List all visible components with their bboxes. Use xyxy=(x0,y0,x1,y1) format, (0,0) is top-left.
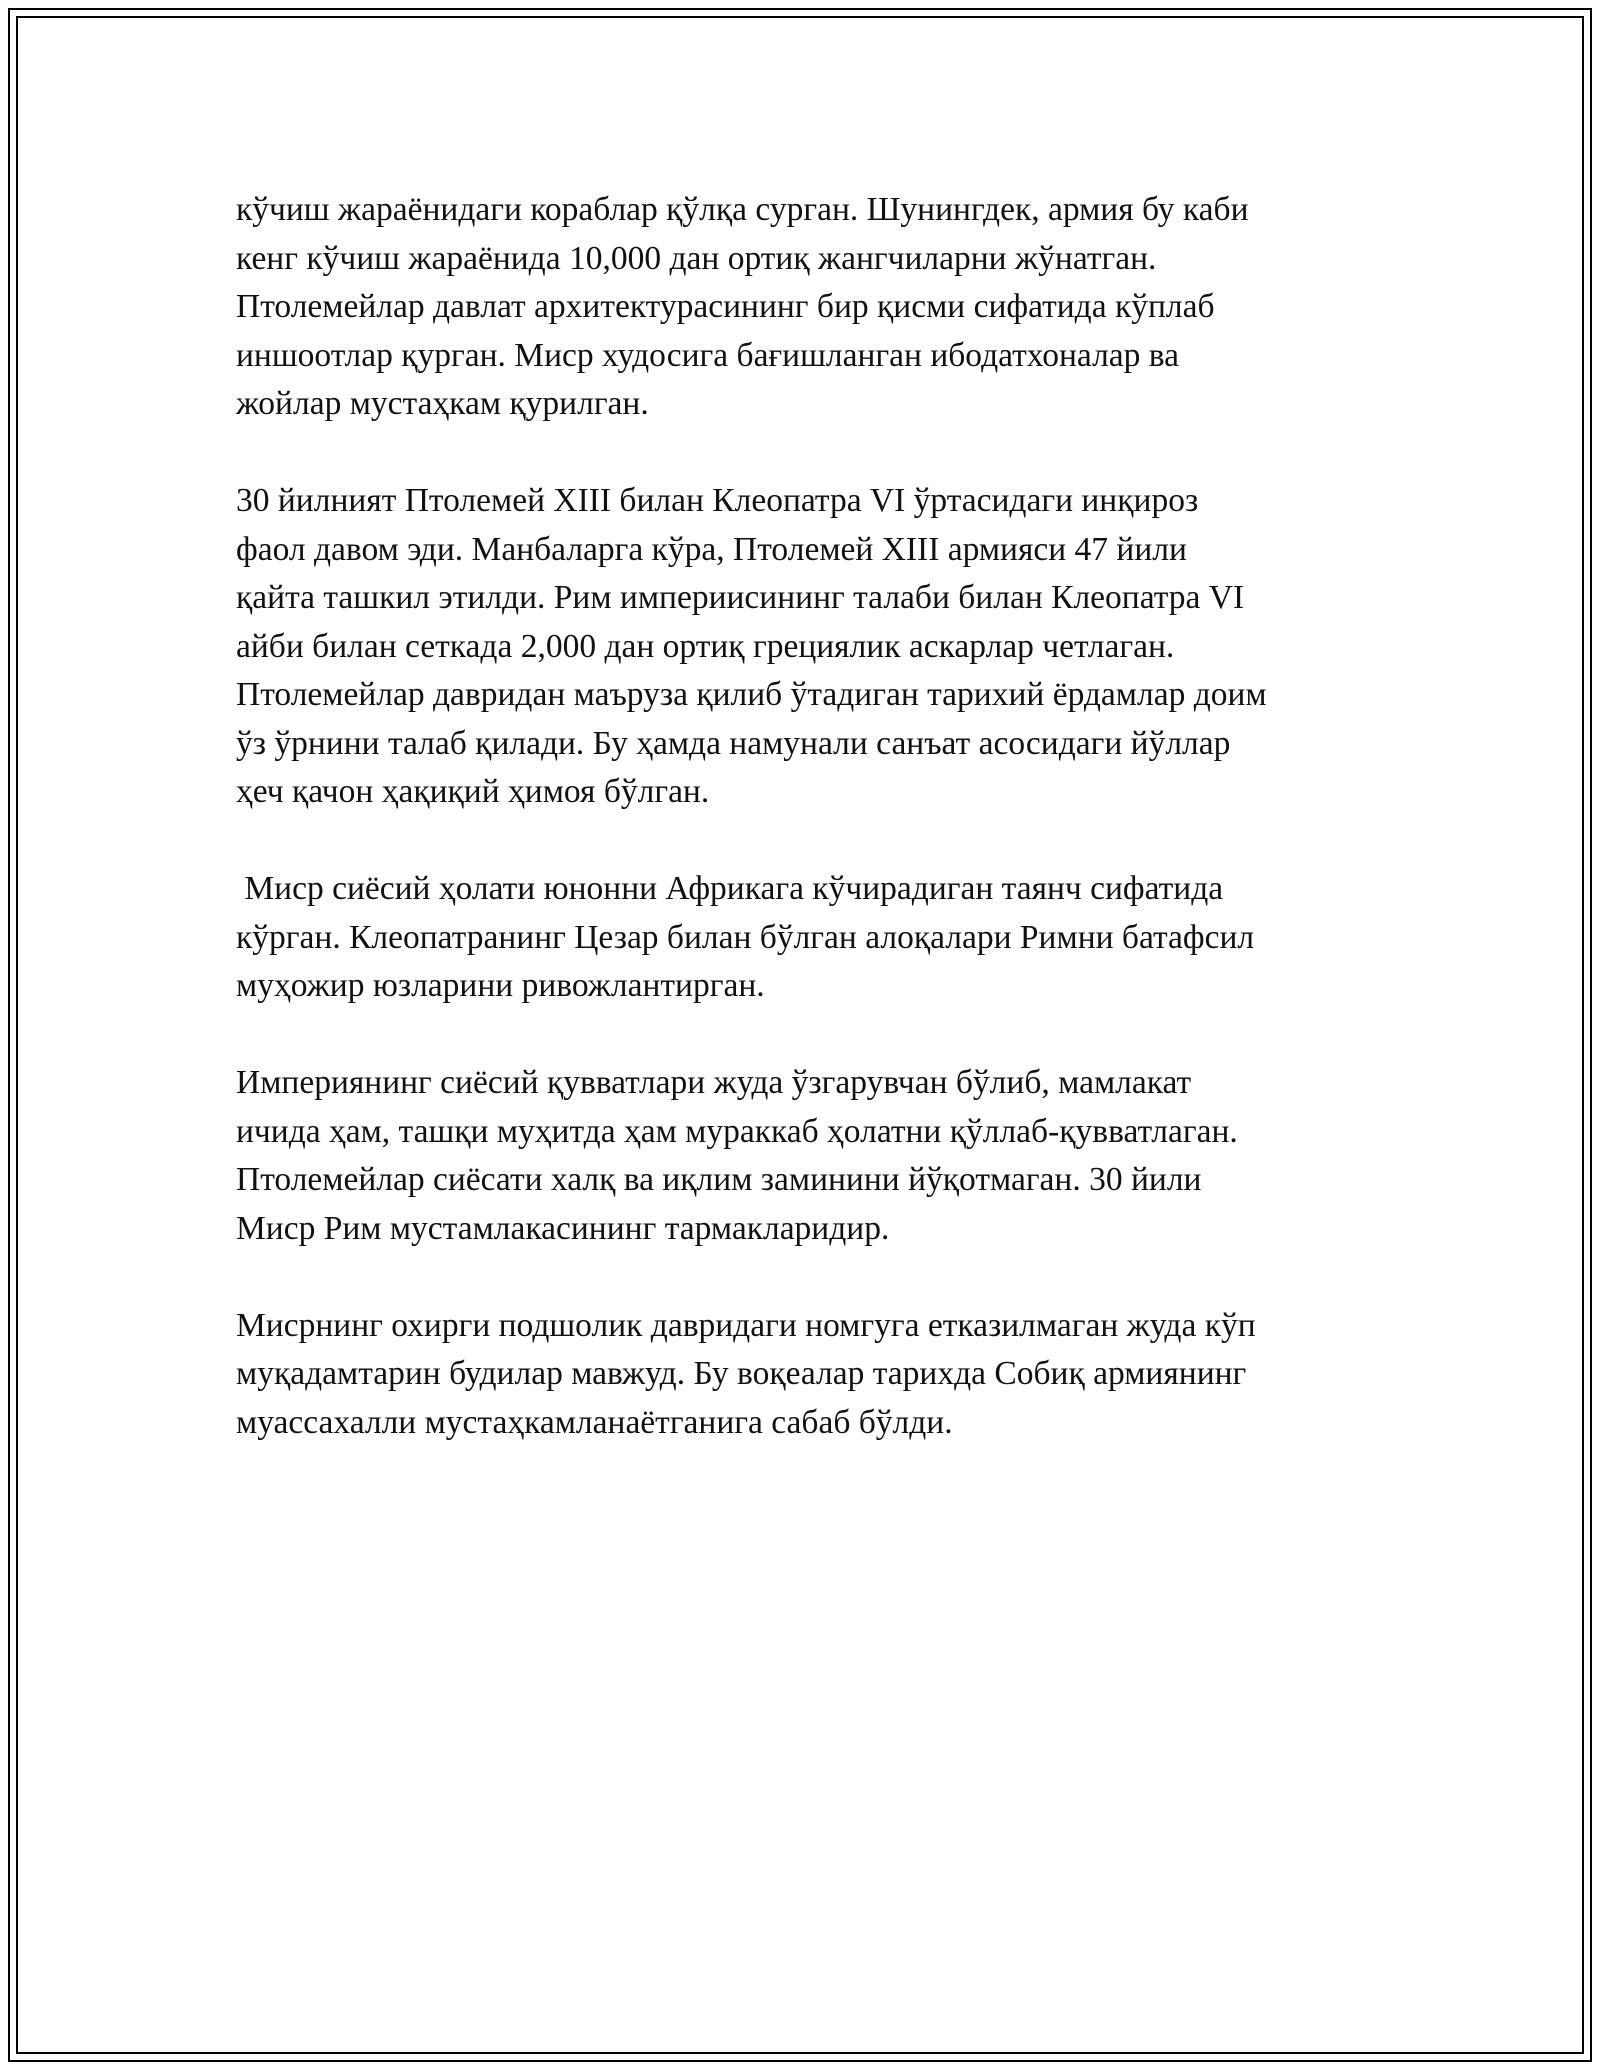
text-line: ҳеч қачон ҳақиқий ҳимоя бўлган. xyxy=(236,773,710,810)
text-line: муассахалли мустаҳкамланаётганига сабаб бўлди. xyxy=(236,1403,953,1441)
text-line: айби билан сеткада 2,000 дан ортиқ грециялик аскарлар четлаган. xyxy=(236,627,1175,665)
text-line: фаол давом эди. Манбаларга кўра, Птолемей XIII армияси 47 йили xyxy=(236,530,1187,568)
text-line: Миср Рим мустамлакасининг тармакларидир. xyxy=(236,1209,890,1247)
text-line: муқадамтарин будилар мавжуд. Бу воқеалар тарихда Собиқ армиянинг xyxy=(236,1355,1247,1392)
text-line: муҳожир юзларини ривожлантирган. xyxy=(236,967,765,1004)
text-line: ичида ҳам, ташқи муҳитда ҳам мураккаб ҳолатни қўллаб-қувватлаган. xyxy=(236,1112,1238,1150)
text-line: Птолемейлар давридан маъруза қилиб ўтадиган тарихий ёрдамлар доим xyxy=(236,676,1267,713)
paragraph-4 xyxy=(236,1059,1396,1253)
text-line: Птолемейлар сиёсати халқ ва иқлим заминини йўқотмаган. 30 йили xyxy=(236,1161,1202,1198)
text-line: ўз ўрнини талаб қилади. Бу ҳамда намунали санъат асосидаги йўллар xyxy=(236,724,1231,762)
paragraph-1 xyxy=(236,186,1396,429)
text-line: Империянинг сиёсий қувватлари жуда ўзгарувчан бўлиб, мамлакат xyxy=(236,1064,1192,1101)
text-line: жойлар мустаҳкам қурилган. xyxy=(236,385,649,422)
text-line: кенг кўчиш жараёнида 10,000 дан ортиқ жангчиларни жўнатган. xyxy=(236,239,1157,277)
text-line: Миср сиёсий ҳолати юнонни Африкага кўчирадиган таянч сифатида xyxy=(236,870,1224,907)
text-line: 30 йилният Птолемей XIII билан Клеопатра VI ўртасидаги инқироз xyxy=(236,482,1199,519)
text-line: кўчиш жараёнидаги кораблар қўлқа сурган. Шунингдек, армия бу каби xyxy=(236,191,1249,228)
paragraph-5 xyxy=(236,1302,1396,1448)
text-line: иншоотлар қурган. Миср худосига бағишланган ибодатхоналар ва xyxy=(236,336,1180,374)
text-line: Мисрнинг охирги подшолик давридаги номгуга етказилмаган жуда кўп xyxy=(236,1306,1256,1344)
text-line: кўрган. Клеопатранинг Цезар билан бўлган алоқалари Римни батафсил xyxy=(236,918,1255,956)
document-body xyxy=(236,186,1396,1496)
text-line: қайта ташкил этилди. Рим империисининг талаби билан Клеопатра VI xyxy=(236,579,1245,616)
text-line: Птолемейлар давлат архитектурасининг бир қисми сифатида кўплаб xyxy=(236,288,1215,325)
paragraph-3 xyxy=(236,865,1396,1011)
paragraph-2 xyxy=(236,477,1396,817)
